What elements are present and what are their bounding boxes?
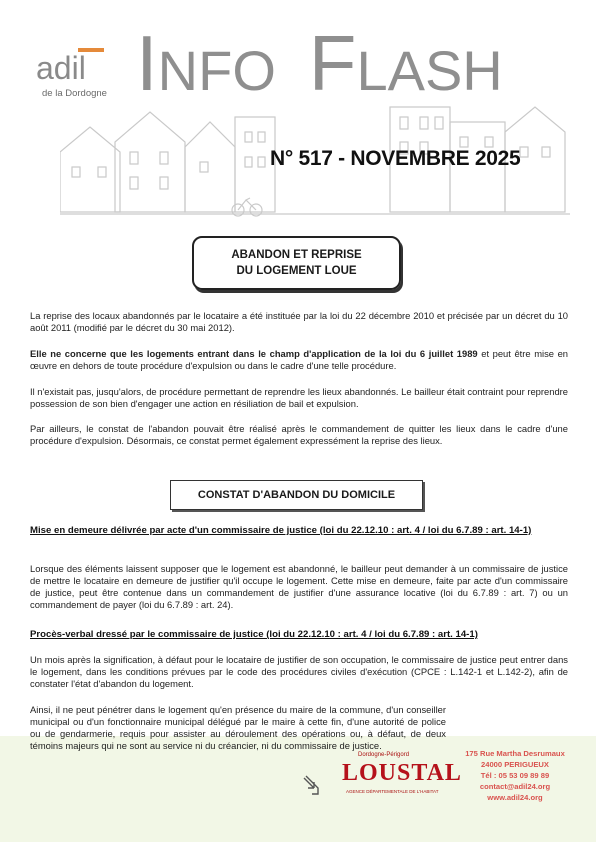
article-title-line1: ABANDON ET REPRISE xyxy=(231,249,362,261)
section2-body-2: Ainsi, il ne peut pénétrer dans le logement qu'en présence du maire de la commune, d'un conseiller municipal ou d'un fonctionnaire municipal délégué par le maire à cette fin, d'une autorité de police ou de gendarmerie, requis pour assister au déroulement des opérations ou, à défaut, de deux témoins majeurs qui ne sont au service ni du créancier, ni du commissaire de justice. xyxy=(30,704,446,751)
issue-number: N° 517 - NOVEMBRE 2025 xyxy=(270,147,521,170)
website-link[interactable]: www.adil24.org xyxy=(487,793,543,802)
banner-rest-1: NFO xyxy=(157,39,276,102)
article-title-line2: DU LOGEMENT LOUE xyxy=(236,265,357,277)
intro-paragraph-4: Par ailleurs, le constat de l'abandon pouvait être réalisé après le commandement de quitter les lieux dans le cadre d'une procédure d'expulsion. Désormais, ce constat permet également expressément la reprise des lieux. xyxy=(30,423,568,446)
intro-paragraph-2-bold: Elle ne concerne que les logements entrant dans le champ d'application de la loi du 6 juillet 1989 xyxy=(30,348,478,359)
intro-paragraph-3: Il n'existait pas, jusqu'alors, de procédure permettant de reprendre les lieux abandonnés. Le bailleur était contraint pour reprendre possession de son bien d'engager une action en résiliation de bail et expulsion. xyxy=(30,386,568,409)
section2-heading: Procès-verbal dressé par le commissaire de justice (loi du 22.12.10 : art. 4 / loi du 6.7.89 : art. 14-1) xyxy=(30,629,478,640)
section1-body: Lorsque des éléments laissent supposer que le logement est abandonné, le bailleur peut demander à un commissaire de justice de mettre le locataire en demeure de justifier qu'il occupe le logement. Cette mise en demeure, faite par acte d'un commissaire de justice, peut être contenue dans un commandement de justifier d'une assurance locative (loi du 6.7.89 : art. 7) ou un commandement de payer (loi du 6.7.89 : art. 24). xyxy=(30,563,568,610)
address-line-2: 24000 PERIGUEUX xyxy=(481,760,549,769)
partner-logo-tagline: AGENCE DÉPARTEMENTALE DE L'HABITAT xyxy=(346,789,439,794)
logo-subtitle: de la Dordogne xyxy=(42,88,107,99)
phone: Tél : 05 53 09 89 89 xyxy=(480,771,550,780)
partner-logo xyxy=(338,752,462,798)
section-title-box: CONSTAT D'ABANDON DU DOMICILE xyxy=(170,480,423,510)
intro-paragraph-1: La reprise des locaux abandonnés par le locataire a été instituée par la loi du 22 décembre 2010 et précisée par un décret du 10 août 2011 (modifié par le décret du 30 mai 2012). xyxy=(30,310,568,333)
banner-rest-2: LASH xyxy=(356,39,503,102)
contact-block xyxy=(455,748,575,803)
partner-logo-top: Dordogne-Périgord xyxy=(358,752,410,758)
arrow-icon xyxy=(300,774,322,796)
section1-heading: Mise en demeure délivrée par acte d'un commissaire de justice (loi du 22.12.10 : art. 4 / loi du 6.7.89 : art. 14-1) xyxy=(30,525,532,536)
intro-paragraph-2 xyxy=(30,348,568,372)
logo-text: adil xyxy=(36,50,86,86)
page-banner-title xyxy=(136,19,503,107)
intro-paragraph-2-rest: et peut être mise en œuvre en dehors de toute procédure d'expulsion ou dans le cadre d'une telle procédure. xyxy=(30,348,568,371)
email-link[interactable]: contact@adil24.org xyxy=(479,782,551,791)
section2-body-1: Un mois après la signification, à défaut pour le locataire de justifier de son occupation, le commissaire de justice peut entrer dans le logement, dans les conditions prévues par le code des procédures civiles d'exécution (CPCE : L.142-1 et L.142-2), afin de constater l'état d'abandon du logement. xyxy=(30,654,568,689)
banner-initial-1: I xyxy=(136,19,158,107)
address-line-1: 175 Rue Martha Desrumaux xyxy=(465,749,565,758)
partner-logo-name: LOUSTAL xyxy=(342,760,462,786)
banner-initial-2: F xyxy=(308,19,357,107)
article-title-box xyxy=(192,236,401,290)
